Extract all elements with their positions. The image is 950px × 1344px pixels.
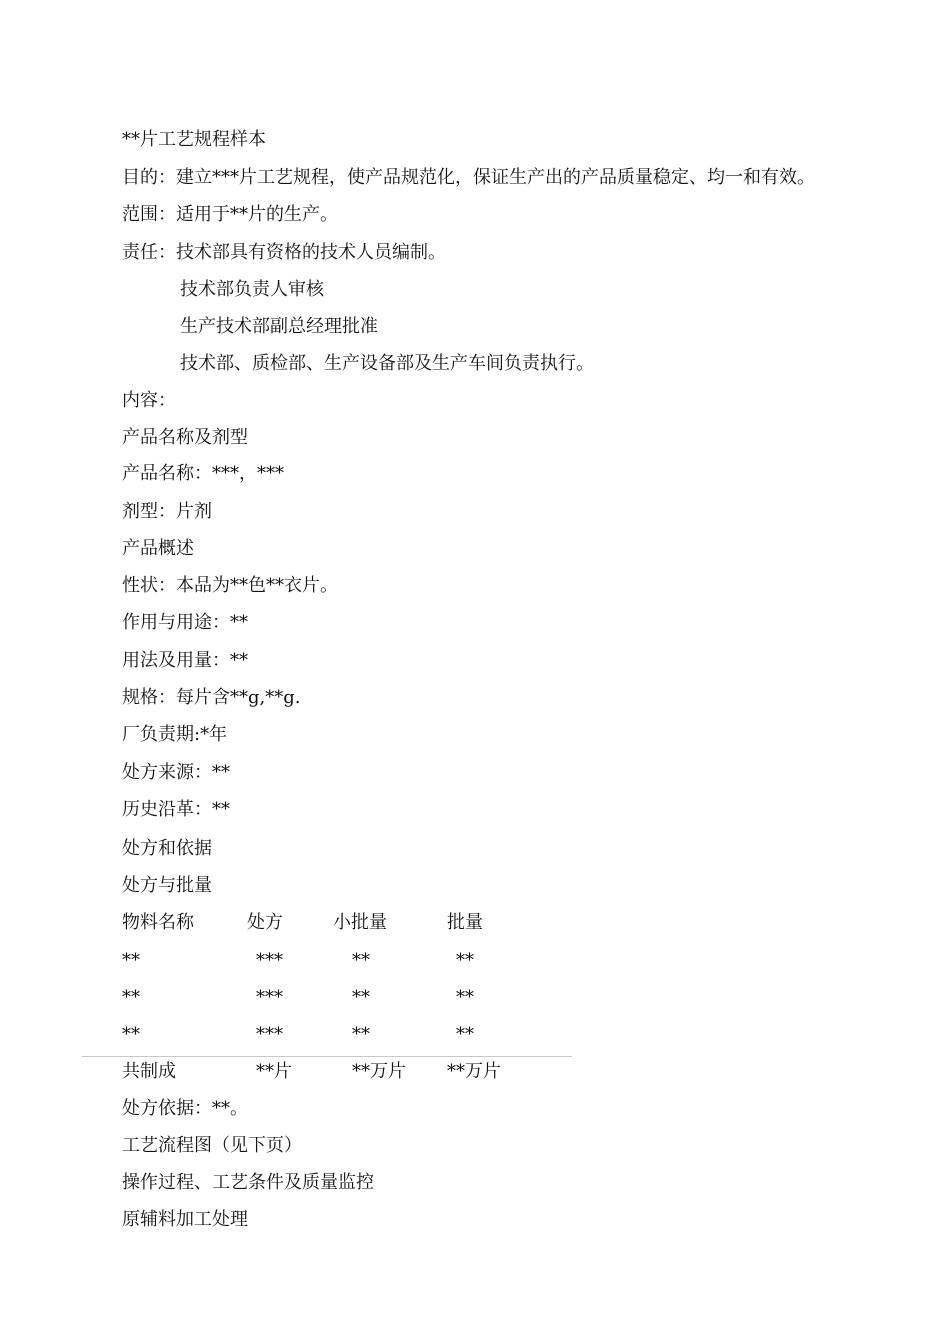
table-cell: ** [122, 1024, 140, 1045]
table-cell: ** [456, 987, 474, 1008]
table-cell: ** [122, 987, 140, 1008]
table-header-cell: 处方 [247, 912, 283, 933]
raw-processing-heading: 原辅料加工处理 [122, 1209, 248, 1230]
responsibility-review: 技术部负责人审核 [180, 279, 324, 300]
formula-basis-text: 处方依据：**。 [122, 1098, 248, 1119]
dosage-text: 用法及用量：** [122, 650, 248, 671]
usage-text: 作用与用途：** [122, 612, 248, 633]
table-total-cell: **片 [256, 1061, 292, 1082]
scope-text: 范围：适用于**片的生产。 [122, 204, 338, 225]
spec-text: 规格：每片含**g,**g. [122, 687, 301, 708]
operations-heading: 操作过程、工艺条件及质量监控 [122, 1172, 374, 1193]
table-total-cell: **万片 [352, 1061, 406, 1082]
product-name-text: 产品名称：***，*** [122, 463, 284, 484]
table-cell: ** [456, 1024, 474, 1045]
table-total-cell: 共制成 [122, 1061, 176, 1082]
purpose-text: 目的：建立***片工艺规程，使产品规范化，保证生产出的产品质量稳定、均一和有效。 [122, 167, 815, 188]
responsibility-approve: 生产技术部副总经理批准 [180, 316, 378, 337]
appearance-text: 性状：本品为**色**衣片。 [122, 575, 338, 596]
table-cell: ** [352, 1024, 370, 1045]
document-title: **片工艺规程样本 [122, 129, 266, 150]
table-cell: ** [122, 950, 140, 971]
history-text: 历史沿革：** [122, 799, 230, 820]
table-cell: ** [352, 950, 370, 971]
table-total-cell: **万片 [447, 1061, 501, 1082]
section-heading-overview: 产品概述 [122, 538, 194, 559]
formula-source-text: 处方来源：** [122, 762, 230, 783]
table-header-cell: 物料名称 [122, 912, 194, 933]
section-heading-formula-batch: 处方与批量 [122, 875, 212, 896]
table-cell: *** [256, 1024, 283, 1045]
shelf-life-text: 厂负责期:*年 [122, 724, 228, 745]
table-cell: *** [256, 987, 283, 1008]
table-divider [82, 1056, 572, 1057]
flowchart-heading: 工艺流程图（见下页） [122, 1135, 302, 1156]
responsibility-text: 责任：技术部具有资格的技术人员编制。 [122, 242, 446, 263]
table-cell: *** [256, 950, 283, 971]
section-heading-formula-basis: 处方和依据 [122, 838, 212, 859]
content-label: 内容： [122, 390, 176, 411]
dosage-form-text: 剂型：片剂 [122, 501, 212, 522]
table-cell: ** [352, 987, 370, 1008]
section-heading-name-form: 产品名称及剂型 [122, 427, 248, 448]
table-cell: ** [456, 950, 474, 971]
table-header-cell: 小批量 [333, 912, 387, 933]
responsibility-execute: 技术部、质检部、生产设备部及生产车间负责执行。 [180, 353, 594, 374]
table-header-cell: 批量 [447, 912, 483, 933]
